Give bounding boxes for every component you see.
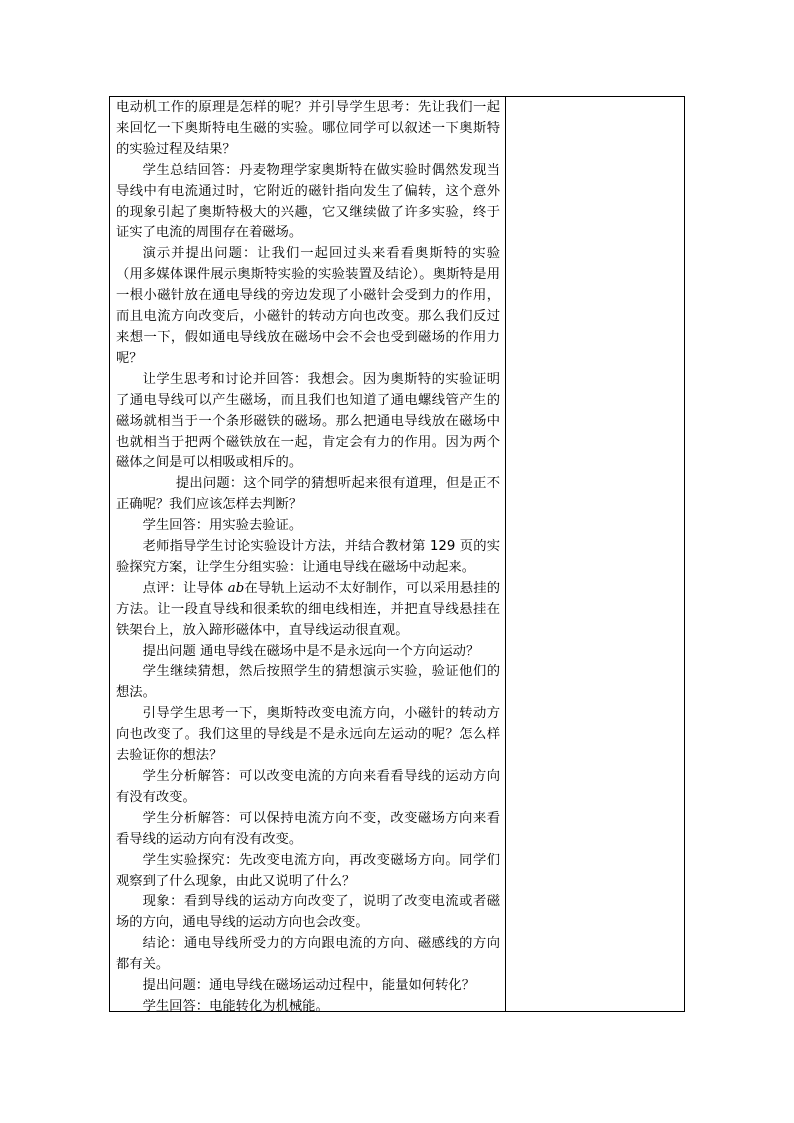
comment-rest: 在导轨上运动不太好制作，可以采用悬挂的方法。让一段直导线和很柔软的细电线相连，并把直导线悬挂在铁架台上，放入蹄形磁体中，直导线运动很直观。 bbox=[116, 580, 500, 638]
paragraph-11: 引导学生思考一下，奥斯特改变电流方向，小磁针的转动方向也改变了。我们这里的导线是不是永远向左运动的呢？怎么样去验证你的想法？ bbox=[116, 706, 500, 764]
comment-prefix: 点评：让导体 bbox=[142, 580, 228, 596]
paragraph-14: 学生实验探究：先改变电流方向，再改变磁场方向。同学们观察到了什么现象，由此又说明了什么？ bbox=[116, 852, 500, 889]
paragraph-6: 学生回答：用实验去验证。 bbox=[142, 518, 303, 534]
comment-italic-term: ab bbox=[227, 580, 245, 596]
paragraph-9: 提出问题 通电导线在磁场中是不是永远向一个方向运动？ bbox=[142, 643, 480, 659]
paragraph-12: 学生分析解答：可以改变电流的方向来看看导线的运动方向有没有改变。 bbox=[116, 769, 500, 805]
paragraph-4: 让学生思考和讨论并回答：我想会。因为奥斯特的实验证明了通电导线可以产生磁场，而且我们也知道了通电螺线管产生的磁场就相当于一个条形磁铁的磁场。那么把通电导线放在磁场中也就相当于把两个磁铁放在一起，肯定会有力的作用。因为两个磁体之间是可以相吸或相斥的。 bbox=[116, 371, 500, 471]
paragraph-16: 结论：通电导线所受力的方向跟电流的方向、磁感线的方向都有关。 bbox=[116, 936, 500, 973]
paragraph-15: 现象：看到导线的运动方向改变了，说明了改变电流或者磁场的方向，通电导线的运动方向也会改变。 bbox=[116, 894, 500, 931]
lesson-table bbox=[109, 96, 685, 1012]
paragraph-3: 演示并提出问题：让我们一起回过头来看看奥斯特的实验（用多媒体课件展示奥斯特实验的实验装置及结论）。奥斯特是用一根小磁针放在通电导线的旁边发现了小磁针会受到力的作用，而且电流方向改变后，小磁针的转动方向也改变。那么我们反过来想一下，假如通电导线放在磁场中会不会也受到磁场的作用力呢？ bbox=[116, 246, 500, 366]
paragraph-18: 学生回答：电能转化为机械能。 bbox=[142, 998, 329, 1014]
paragraph-17: 提出问题：通电导线在磁场运动过程中，能量如何转化？ bbox=[142, 978, 476, 994]
paragraph-5: 提出问题：这个同学的猜想听起来很有道理，但是正不正确呢？我们应该怎样去判断？ bbox=[116, 476, 500, 513]
paragraph-13: 学生分析解答：可以保持电流方向不变，改变磁场方向来看看导线的运动方向有没有改变。 bbox=[116, 810, 500, 847]
paragraph-comment bbox=[116, 579, 500, 642]
paragraph-2: 学生总结回答：丹麦物理学家奥斯特在做实验时偶然发现当导线中有电流通过时，它附近的磁针指向发生了偏转，这个意外的现象引起了奥斯特极大的兴趣，它又继续做了许多实验，终于证实了电流的周围存在着磁场。 bbox=[116, 162, 500, 241]
paragraph-10: 学生继续猜想，然后按照学生的猜想演示实验，验证他们的想法。 bbox=[116, 664, 500, 701]
paragraph-7: 老师指导学生讨论实验设计方法，并结合教材第 129 页的实验探究方案，让学生分组实验：让通电导线在磁场中动起来。 bbox=[116, 539, 500, 575]
paragraph-1: 电动机工作的原理是怎样的呢？并引导学生思考：先让我们一起来回忆一下奥斯特电生磁的实验。哪位同学可以叙述一下奥斯特的实验过程及结果？ bbox=[116, 100, 500, 157]
notes-cell bbox=[506, 97, 684, 1011]
lesson-content-cell bbox=[116, 98, 500, 1018]
